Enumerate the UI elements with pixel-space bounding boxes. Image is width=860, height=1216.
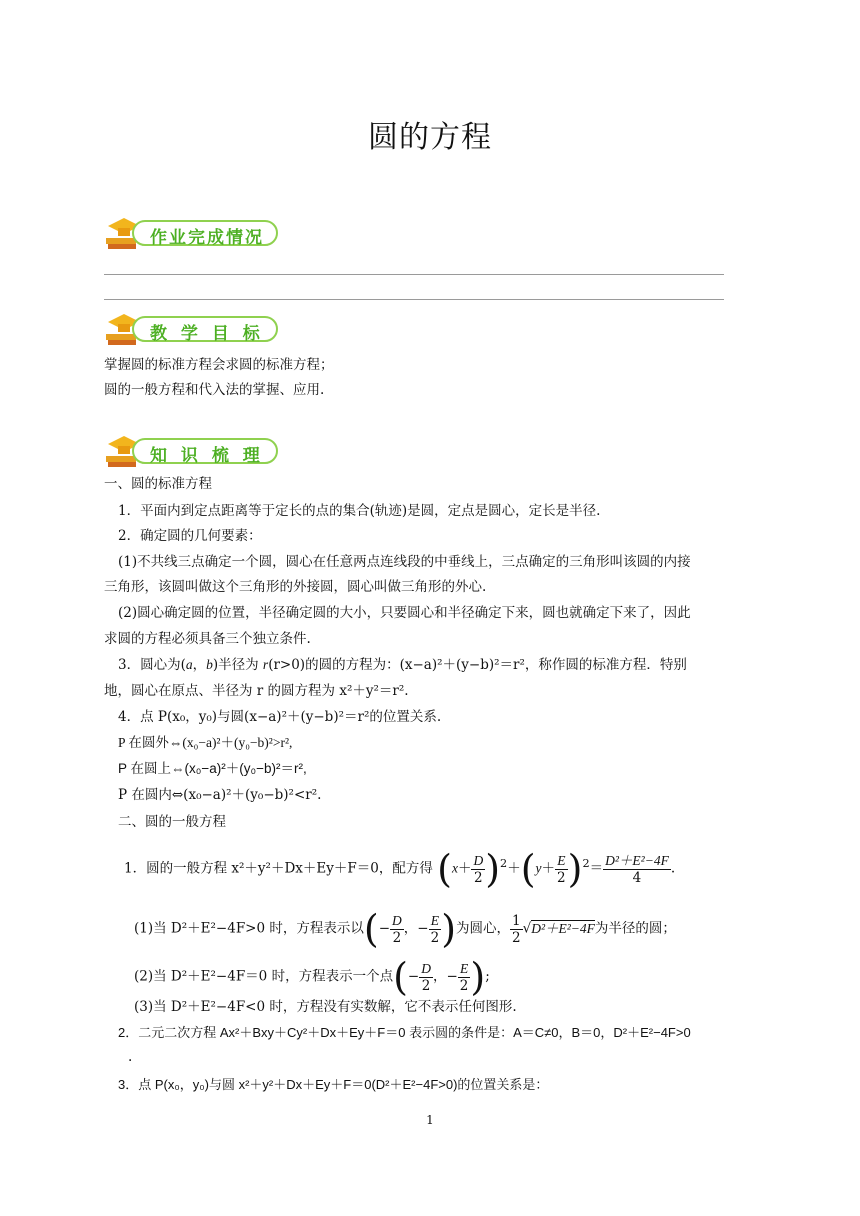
paragraph: 4．点 P(x₀，y₀)与圆(x−a)²＋(y−b)²＝r²的位置关系. <box>118 709 442 725</box>
knowledge-banner <box>104 430 284 470</box>
paragraph: (2)圆心确定圆的位置，半径确定圆的大小，只要圆心和半径确定下来，圆也就确定下来了，因此 <box>118 605 691 621</box>
paragraph: 3．点 P(x₀，y₀)与圆 x²＋y²＋Dx＋Ey＋F＝0(D²＋E²−4F>0)的位置关系是： <box>118 1077 549 1092</box>
homework-banner-label: 作业完成情况 <box>150 228 264 248</box>
paragraph: (1)不共线三点确定一个圆，圆心在任意两点连线段的中垂线上，三点确定的三角形叫该圆的内接 <box>118 554 691 570</box>
homework-line <box>104 299 724 300</box>
paragraph: 1．平面内到定点距离等于定长的点的集合(轨迹)是圆，定点是圆心，定长是半径. <box>118 503 601 519</box>
homework-banner-pill <box>132 220 278 246</box>
page-title: 圆的方程 <box>368 120 492 155</box>
paragraph: . <box>128 1049 133 1065</box>
paragraph: (1)当 D²＋E²−4F>0 时，方程表示以(− $\frac{D}{2}$ ，− $\frac{E}{2}$ )为圆心， $\frac{1}{2}$ √D²＋E²−4F为半径的圆； <box>134 907 676 951</box>
paragraph: 2．二元二次方程 Ax²＋Bxy＋Cy²＋Dx＋Ey＋F＝0 表示圆的条件是：A＝C≠0，B＝0，D²＋E²−4F>0 <box>118 1025 691 1040</box>
section-heading: 一、圆的标准方程 <box>104 476 212 492</box>
objective-item: 圆的一般方程和代入法的掌握、应用. <box>104 382 325 398</box>
homework-line <box>104 274 724 275</box>
paragraph: P 在圆内⇔(x₀−a)²＋(y₀−b)²<r². <box>118 787 322 803</box>
objective-item: 掌握圆的标准方程会求圆的标准方程； <box>104 357 334 373</box>
paragraph: 求圆的方程必须具备三个独立条件. <box>104 631 311 647</box>
paragraph: (2)当 D²＋E²−4F＝0 时，方程表示一个点(− $\frac{D}{2}$ ，− $\frac{E}{2}$ ); <box>134 955 490 999</box>
paragraph: 地，圆心在原点、半径为 r 的圆方程为 x²＋y²＝r². <box>104 683 409 699</box>
paragraph: (3)当 D²＋E²−4F<0 时，方程没有实数解，它不表示任何图形. <box>134 999 517 1015</box>
section-heading: 二、圆的一般方程 <box>118 814 226 830</box>
knowledge-banner-label: 知 识 梳 理 <box>150 446 264 466</box>
objectives-banner-pill <box>132 316 278 342</box>
paragraph: 1．圆的一般方程 x²＋y²＋Dx＋Ey＋F＝0，配方得 (x＋ $\frac{D}{2}$ )$^2$＋(y＋ $\frac{E}{2}$ )$^2$＝ $\frac{\text{D²＋E²−4F}}{4}$ . <box>124 847 676 891</box>
paragraph: 3．圆心为(a，b)半径为 r(r>0)的圆的方程为：(x−a)²＋(y−b)²＝r²，称作圆的标准方程．特别 <box>118 657 687 673</box>
objectives-banner <box>104 308 284 348</box>
paragraph: 三角形，该圆叫做这个三角形的外接圆，圆心叫做三角形的外心. <box>104 579 487 595</box>
page-number: 1 <box>426 1113 434 1127</box>
knowledge-banner-pill <box>132 438 278 464</box>
paragraph: P 在圆外⇔(x₀−a)²＋(y₀−b)²>r², <box>118 735 293 750</box>
paragraph: 2．确定圆的几何要素： <box>118 528 262 544</box>
paragraph: P 在圆上⇔(x₀−a)²＋(y₀−b)²＝r², <box>118 761 307 776</box>
homework-banner <box>104 212 284 252</box>
objectives-banner-label: 教 学 目 标 <box>150 324 264 344</box>
